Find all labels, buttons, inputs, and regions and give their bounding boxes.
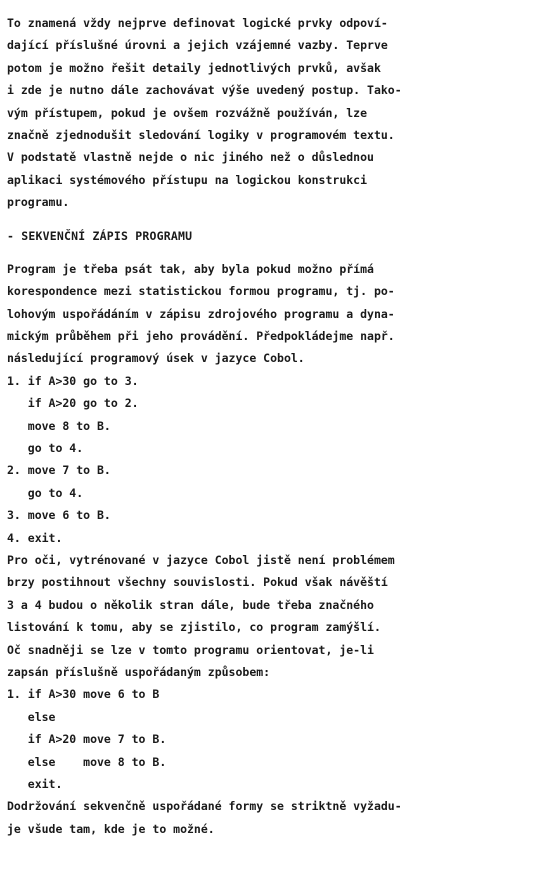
- text-line: Program je třeba psát tak, aby byla pokud možno přímá: [7, 261, 374, 276]
- text-line: korespondence mezi statistickou formou programu, tj. po-: [7, 284, 395, 299]
- text-line: Dodržování sekvenčně uspořádané formy se striktně vyžadu-: [7, 799, 402, 814]
- code-line: move 8 to B.: [7, 418, 111, 433]
- code-line: if A>20 move 7 to B.: [7, 732, 167, 747]
- code-line: go to 4.: [7, 441, 84, 456]
- text-line: následující programový úsek v jazyce Cobol.: [7, 351, 305, 366]
- text-line: mickým průběhem při jeho provádění. Předpokládejme např.: [7, 329, 395, 344]
- code-line: go to 4.: [7, 485, 84, 500]
- text-line: To znamená vždy nejprve definovat logické prvky odpoví-: [7, 16, 388, 30]
- text-line: 3 a 4 budou o několik stran dále, bude třeba značného: [7, 597, 374, 612]
- text-line: je všude tam, kde je to možné.: [7, 821, 215, 836]
- code-line: 3. move 6 to B.: [7, 508, 111, 523]
- text-line: Pro oči, vytrénované v jazyce Cobol jistě není problémem: [7, 552, 395, 567]
- text-line: Oč snadněji se lze v tomto programu orientovat, je-li: [7, 642, 374, 657]
- text-line: vým přístupem, pokud je ovšem rozvážně používán, lze: [7, 105, 368, 120]
- code-line: else: [7, 709, 56, 724]
- discussion-paragraph: [7, 549, 552, 683]
- explanation-paragraph: [7, 258, 552, 370]
- text-line: programu.: [7, 195, 70, 210]
- text-line: listování k tomu, aby se zjistilo, co program zamýšlí.: [7, 620, 381, 635]
- text-line: aplikaci systémového přístupu na logickou konstrukci: [7, 172, 368, 187]
- text-line: i zde je nutno dále zachovávat výše uvedený postup. Tako-: [7, 83, 402, 98]
- text-line: dající příslušné úrovni a jejich vzájemné vazby. Teprve: [7, 38, 388, 53]
- text-line: potom je možno řešit detaily jednotlivých prvků, avšak: [7, 60, 381, 75]
- code-listing-structured: [7, 683, 552, 795]
- text-line: lohovým uspořádáním v zápisu zdrojového programu a dyna-: [7, 306, 395, 321]
- closing-paragraph: [7, 795, 552, 840]
- code-line: 1. if A>30 go to 3.: [7, 373, 139, 388]
- code-line: 2. move 7 to B.: [7, 463, 111, 478]
- intro-paragraph: [7, 12, 552, 214]
- text-line: brzy postihnout všechny souvislosti. Pokud však návěští: [7, 575, 388, 590]
- code-line: exit.: [7, 776, 63, 791]
- text-line: zapsán příslušně uspořádaným způsobem:: [7, 664, 271, 679]
- code-line: if A>20 go to 2.: [7, 396, 139, 411]
- code-line: 1. if A>30 move 6 to B: [7, 687, 160, 702]
- code-listing-goto: [7, 370, 552, 549]
- code-line: else move 8 to B.: [7, 754, 167, 769]
- text-line: V podstatě vlastně nejde o nic jiného než o důslednou: [7, 150, 374, 165]
- code-line: 4. exit.: [7, 530, 63, 545]
- text-line: značně zjednodušit sledování logiky v programovém textu.: [7, 127, 395, 142]
- section-heading: - SEKVENČNÍ ZÁPIS PROGRAMU: [7, 228, 193, 243]
